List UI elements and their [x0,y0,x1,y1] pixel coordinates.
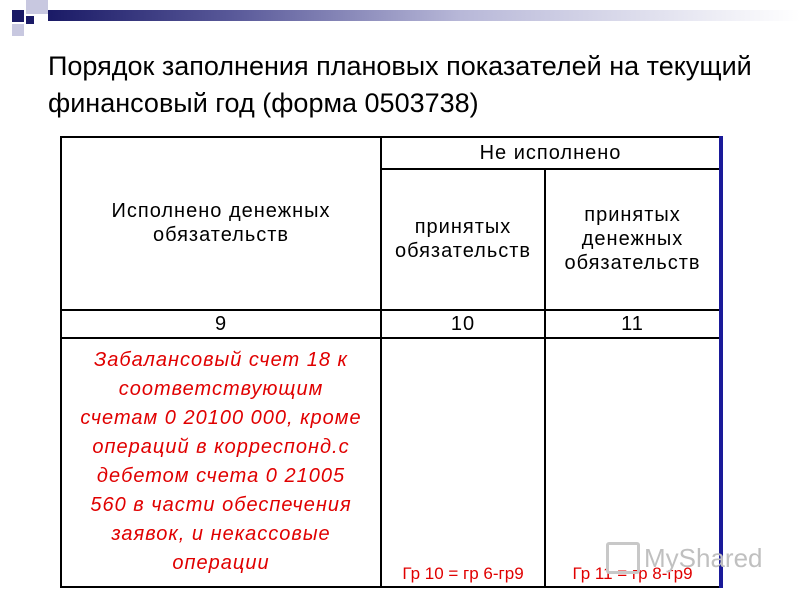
header-not-executed: Не исполнено [381,137,721,169]
decor-square [26,0,48,14]
header-accepted: принятых обязательств [381,169,545,310]
watermark [606,536,776,576]
watermark-text: MyShared [644,543,763,574]
decor-square [26,16,34,24]
slide-title: Порядок заполнения плановых показателей на текущий финансовый год (форма 0503738) [48,51,752,118]
col-number-11: 11 [545,310,721,338]
body-col10-formula: Гр 10 = гр 6-гр9 [381,338,545,587]
body-col9-text: Забалансовый счет 18 к соответствующим счетам 0 20100 000, кроме операций в корреспонд.с дебетом счета 0 21005 560 в части обеспечения заявок, и некассовые операции [61,338,381,587]
watermark-logo-icon [606,542,640,574]
decor-square [12,10,24,22]
body-col11-formula: Гр 11 = гр 8-гр9 [545,338,721,587]
header-executed: Исполнено денежных обязательств [61,137,381,310]
col-number-9: 9 [61,310,381,338]
header-accepted-monetary: принятых денежных обязательств [545,169,721,310]
decor-square [12,24,24,36]
col-number-10: 10 [381,310,545,338]
header-gradient-bar [48,10,800,21]
form-table [60,136,723,588]
